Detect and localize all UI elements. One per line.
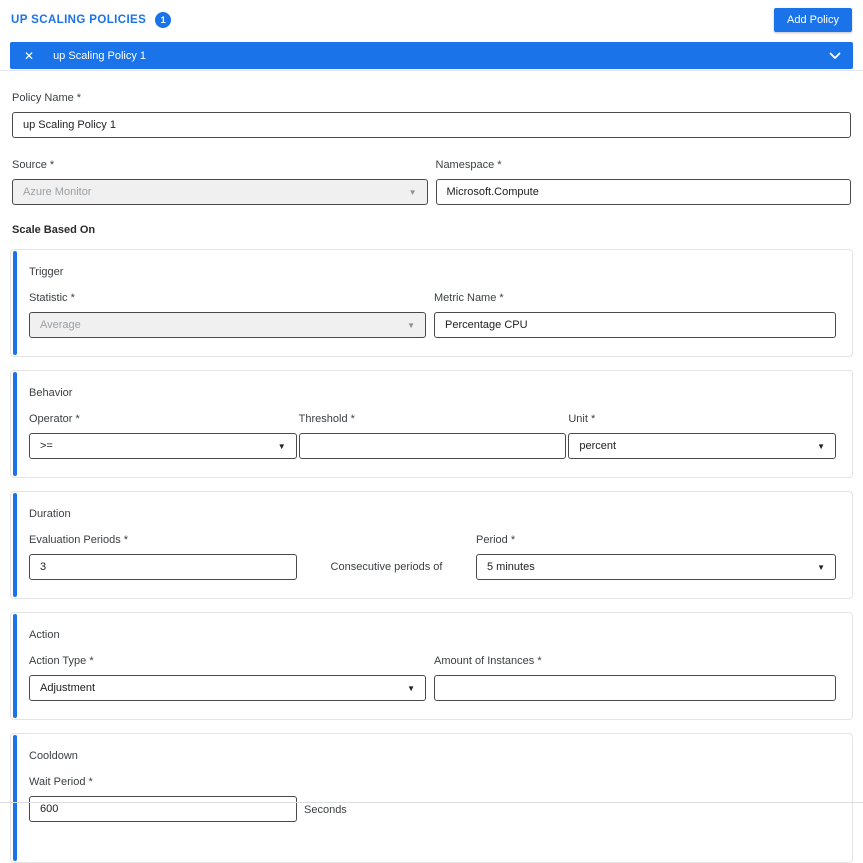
amount-of-instances-input[interactable] xyxy=(434,675,836,701)
dropdown-arrow-icon: ▼ xyxy=(277,441,286,451)
policy-count-badge: 1 xyxy=(155,12,171,28)
source-namespace-row xyxy=(12,159,851,205)
action-type-field xyxy=(29,655,426,701)
bottom-divider xyxy=(0,802,863,803)
amount-of-instances-label: Amount of Instances * xyxy=(434,655,542,667)
period-label: Period * xyxy=(476,534,516,546)
duration-title: Duration xyxy=(29,508,71,520)
source-select xyxy=(12,179,428,205)
wait-period-label: Wait Period * xyxy=(29,776,93,788)
card-accent-bar xyxy=(13,251,17,355)
cooldown-card xyxy=(10,733,853,863)
wait-period-input[interactable] xyxy=(29,796,297,822)
page-title: UP SCALING POLICIES xyxy=(11,14,147,26)
operator-select-value: >= xyxy=(40,440,53,452)
statistic-label: Statistic * xyxy=(29,292,75,304)
chevron-down-icon[interactable] xyxy=(829,52,841,60)
action-title: Action xyxy=(29,629,60,641)
unit-select-value: percent xyxy=(579,440,617,452)
metric-name-label: Metric Name * xyxy=(434,292,504,304)
policy-name-input[interactable] xyxy=(12,112,851,138)
evaluation-periods-input[interactable] xyxy=(29,554,297,580)
policy-form xyxy=(0,92,863,236)
evaluation-periods-label: Evaluation Periods * xyxy=(29,534,129,546)
behavior-card xyxy=(10,370,853,478)
action-type-select[interactable] xyxy=(29,675,426,701)
policy-name-field xyxy=(12,92,851,138)
panel-divider xyxy=(0,70,863,71)
consecutive-periods-text-wrap xyxy=(297,534,476,580)
threshold-field xyxy=(299,413,567,459)
operator-select[interactable] xyxy=(29,433,297,459)
card-accent-bar xyxy=(13,372,17,476)
metric-name-field xyxy=(434,292,836,338)
page-header xyxy=(0,0,863,32)
card-accent-bar xyxy=(13,493,17,597)
trigger-card xyxy=(10,249,853,357)
action-card xyxy=(10,612,853,720)
scale-based-on-label: Scale Based On xyxy=(12,224,96,236)
amount-of-instances-field xyxy=(434,655,836,701)
dropdown-arrow-icon: ▼ xyxy=(817,562,825,572)
period-select[interactable] xyxy=(476,554,836,580)
policy-panel-title: up Scaling Policy 1 xyxy=(53,49,147,62)
source-select-value: Azure Monitor xyxy=(23,186,92,198)
namespace-input[interactable] xyxy=(436,179,852,205)
source-field xyxy=(12,159,428,205)
unit-select[interactable] xyxy=(568,433,836,459)
card-accent-bar xyxy=(13,735,17,861)
policy-name-label: Policy Name * xyxy=(12,92,82,104)
namespace-label: Namespace * xyxy=(435,159,502,171)
remove-policy-icon[interactable]: ✕ xyxy=(24,48,35,63)
action-type-label: Action Type * xyxy=(29,655,94,667)
statistic-field xyxy=(29,292,426,338)
page-title-group xyxy=(11,12,171,28)
unit-field xyxy=(568,413,836,459)
operator-label: Operator * xyxy=(29,413,80,425)
statistic-select-value: Average xyxy=(40,319,81,331)
seconds-text: Seconds xyxy=(304,804,347,816)
evaluation-periods-field xyxy=(29,534,297,580)
behavior-title: Behavior xyxy=(29,387,73,399)
metric-name-input[interactable] xyxy=(434,312,836,338)
dropdown-arrow-icon: ▼ xyxy=(407,683,415,693)
trigger-title: Trigger xyxy=(29,266,64,278)
cooldown-title: Cooldown xyxy=(29,750,78,762)
period-field xyxy=(476,534,836,580)
duration-card xyxy=(10,491,853,599)
statistic-select xyxy=(29,312,426,338)
threshold-label: Threshold * xyxy=(298,413,355,425)
card-accent-bar xyxy=(13,614,17,718)
namespace-field xyxy=(436,159,852,205)
seconds-text-wrap xyxy=(297,776,347,823)
consecutive-periods-text: Consecutive periods of xyxy=(330,561,443,573)
wait-period-field xyxy=(29,776,297,823)
add-policy-button[interactable]: Add Policy xyxy=(774,8,852,32)
unit-label: Unit * xyxy=(568,413,596,425)
dropdown-arrow-icon: ▼ xyxy=(407,320,415,330)
threshold-input[interactable] xyxy=(299,433,567,459)
period-select-value: 5 minutes xyxy=(487,561,535,573)
policy-panel-header[interactable] xyxy=(10,42,853,69)
dropdown-arrow-icon: ▼ xyxy=(817,441,826,451)
operator-field xyxy=(29,413,297,459)
dropdown-arrow-icon: ▼ xyxy=(408,187,417,197)
source-label: Source * xyxy=(12,159,55,171)
action-type-select-value: Adjustment xyxy=(40,682,96,694)
